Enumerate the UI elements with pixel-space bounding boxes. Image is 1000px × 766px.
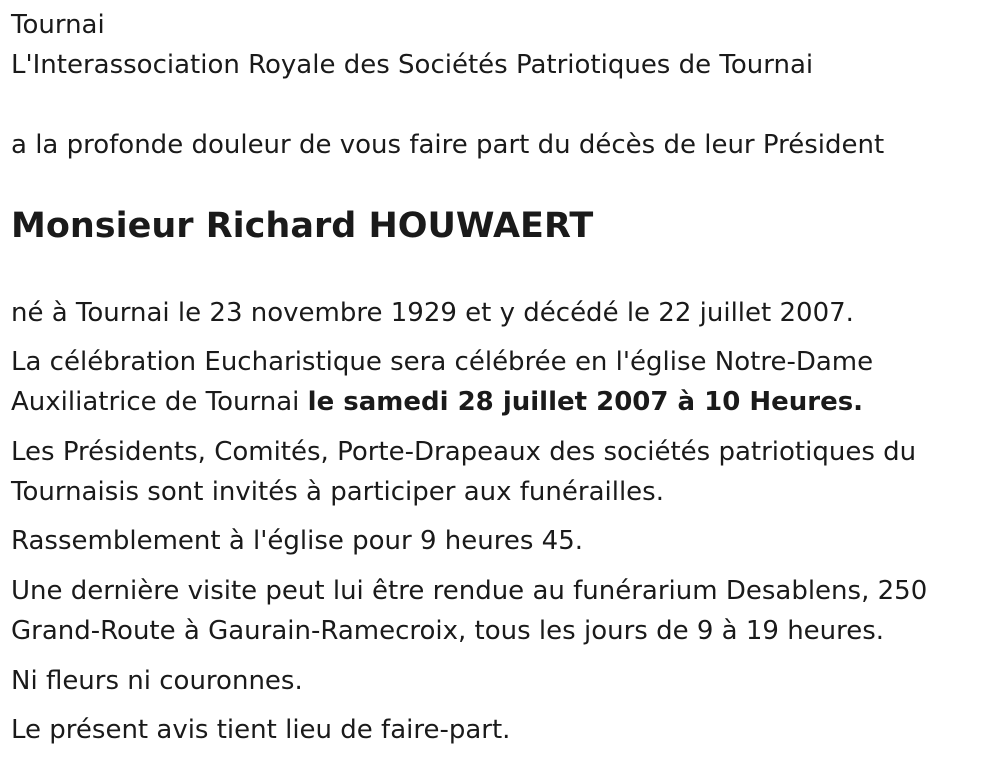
gathering-text: Rassemblement à l'église pour 9 heures 45. (11, 526, 584, 556)
celebration-line-1: La célébration Eucharistique sera célébrée en l'église Notre-Dame (11, 347, 874, 377)
announcement-text: a la profonde douleur de vous faire part du décès de leur Président (11, 130, 885, 160)
organization-name: L'Interassociation Royale des Sociétés Patriotiques de Tournai (11, 50, 814, 80)
birth-death-text: né à Tournai le 23 novembre 1929 et y décédé le 22 juillet 2007. (11, 298, 854, 328)
celebration-paragraph (11, 342, 873, 422)
notice-text: Le présent avis tient lieu de faire-part. (11, 715, 511, 745)
visit-line-2: Grand-Route à Gaurain-Ramecroix, tous les jours de 9 à 19 heures. (11, 616, 885, 646)
visit-paragraph (11, 571, 927, 651)
invitation-paragraph (11, 432, 916, 512)
flowers-text: Ni fleurs ni couronnes. (11, 666, 303, 696)
visit-line-1: Une dernière visite peut lui être rendue au funérarium Desablens, 250 (11, 576, 928, 606)
city-name: Tournai (11, 10, 105, 40)
celebration-date-time: le samedi 28 juillet 2007 à 10 Heures. (307, 387, 864, 417)
invitation-line-2: Tournaisis sont invités à participer aux funérailles. (11, 477, 664, 507)
invitation-line-1: Les Présidents, Comités, Porte-Drapeaux des sociétés patriotiques du (11, 437, 917, 467)
celebration-line-2 (11, 382, 873, 422)
deceased-name: Monsieur Richard HOUWAERT (11, 206, 594, 246)
celebration-location: Auxiliatrice de Tournai (11, 387, 308, 417)
